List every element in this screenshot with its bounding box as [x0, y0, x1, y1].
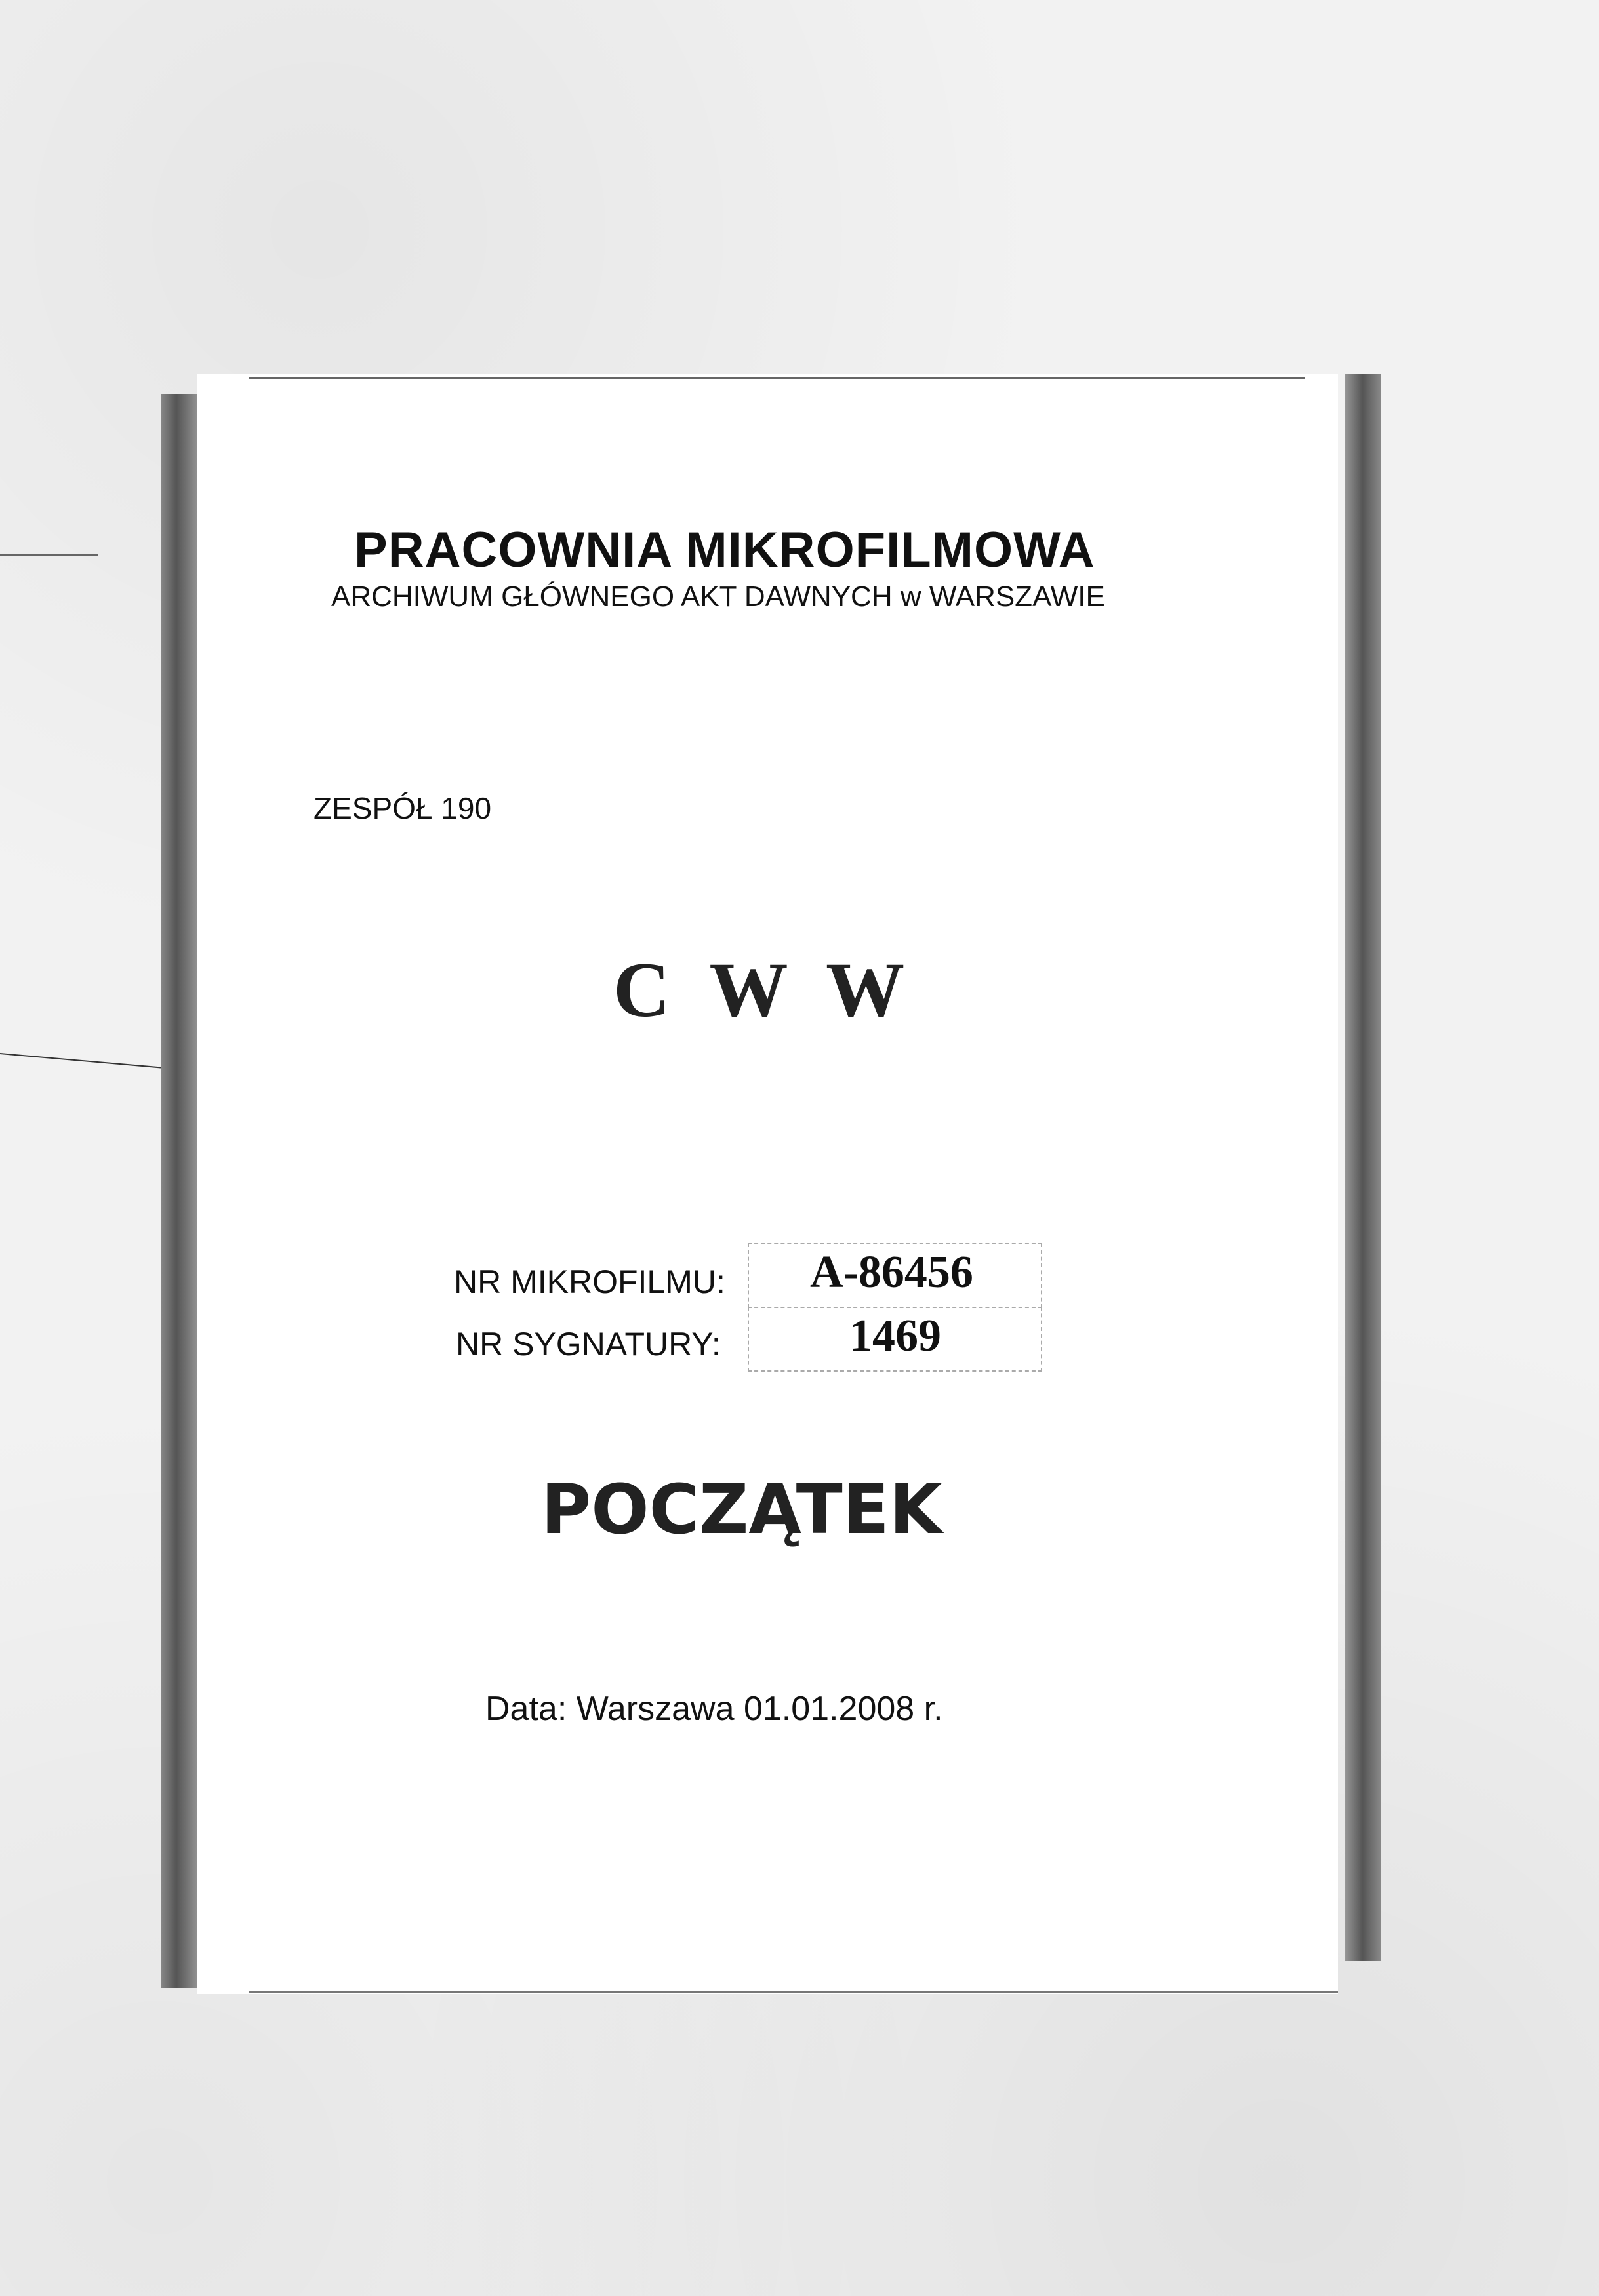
microfilm-number-label: NR MIKROFILMU: [454, 1263, 725, 1300]
page-edge-right [1345, 374, 1381, 1961]
signature-number-value: 1469 [849, 1311, 941, 1361]
start-marker: POCZĄTEK [541, 1469, 942, 1549]
collection-code: C W W [613, 946, 916, 1033]
page-edge-left [161, 394, 200, 1988]
signature-number-label: NR SYGNATURY: [456, 1326, 721, 1363]
microfilm-number-value: A-86456 [810, 1247, 973, 1298]
date-line: Data: Warszawa 01.01.2008 r. [485, 1690, 943, 1728]
film-scratch [0, 554, 98, 556]
page-top-border [249, 377, 1305, 379]
document-sheet [197, 374, 1338, 1994]
document-subtitle: ARCHIWUM GŁÓWNEGO AKT DAWNYCH w WARSZAWIE [331, 581, 1105, 613]
document-title: PRACOWNIA MIKROFILMOWA [354, 522, 1095, 578]
page-bottom-border [249, 1991, 1338, 1993]
zespol-label: ZESPÓŁ 190 [314, 791, 492, 825]
